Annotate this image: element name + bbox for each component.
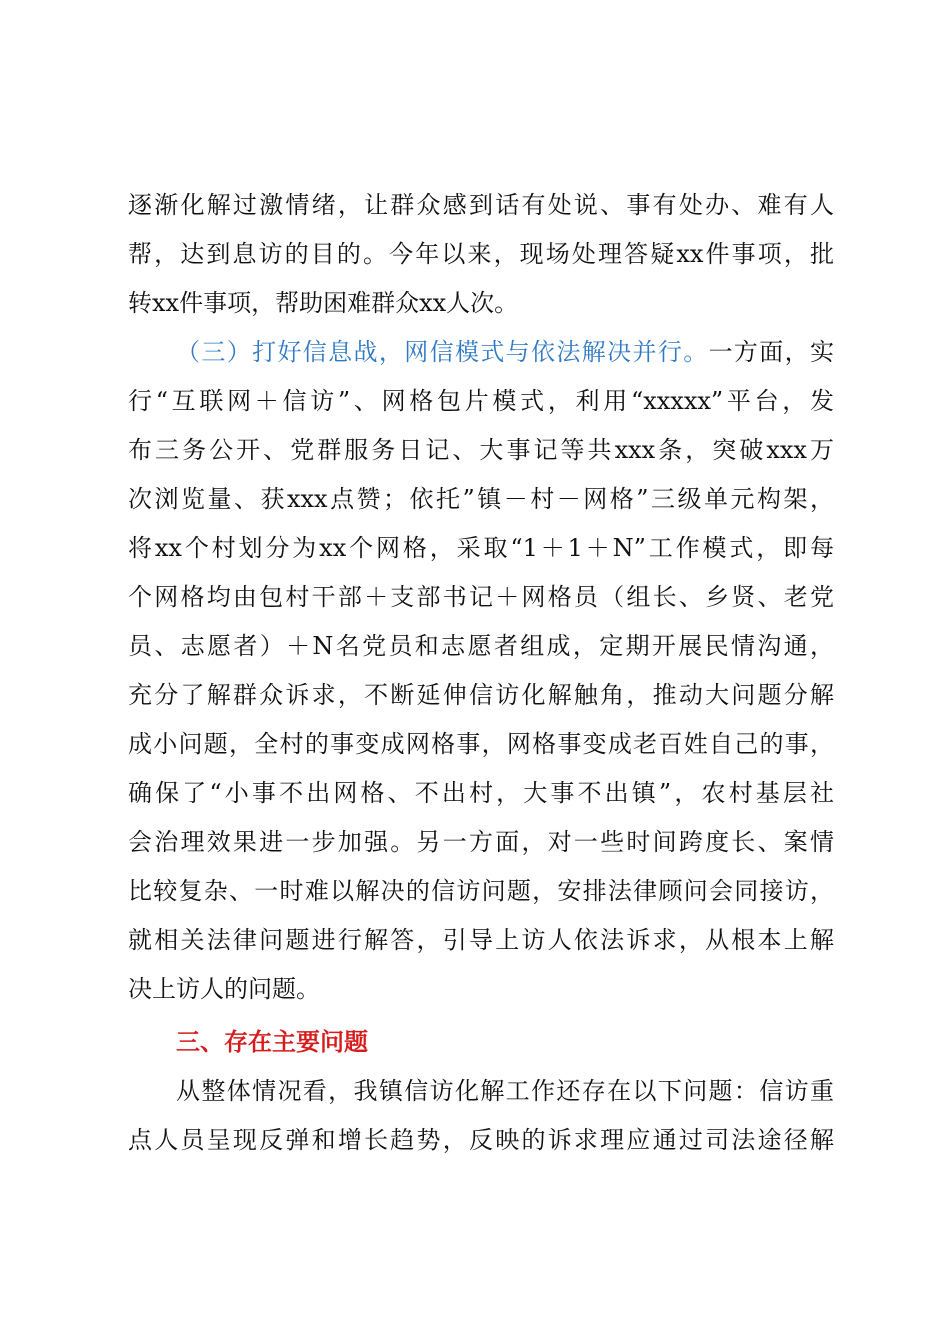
paragraph-continuation <box>128 181 834 328</box>
text-line: 成小问题，全村的事变成网格事，网格事变成老百姓自己的事， <box>128 730 834 758</box>
paragraph-problems <box>128 1067 834 1165</box>
text-line: 充分了解群众诉求，不断延伸信访化解触角，推动大问题分解 <box>128 681 834 709</box>
text-line: 会治理效果进一步加强。另一方面，对一些时间跨度长、案情 <box>128 828 834 856</box>
text-line: 决上访人的问题。 <box>128 975 320 1003</box>
text-line: 员、志愿者）＋N名党员和志愿者组成，定期开展民情沟通， <box>128 632 834 660</box>
text-line: 转xx件事项，帮助困难群众xx人次。 <box>128 289 519 317</box>
text-line: 行“互联网＋信访”、网格包片模式，利用“xxxxx”平台，发 <box>128 387 834 415</box>
document-body <box>128 181 834 1165</box>
text-segment: 一方面，实 <box>708 338 834 366</box>
text-line: 比较复杂、一时难以解决的信访问题，安排法律顾问会同接访， <box>128 877 834 905</box>
text-line: 帮，达到息访的目的。今年以来，现场处理答疑xx件事项，批 <box>128 240 834 268</box>
text-line-with-subheading <box>128 328 834 377</box>
section-heading-main-problems: 三、存在主要问题 <box>176 1028 368 1056</box>
text-line: 将xx个村划分为xx个网格，采取“1＋1＋N”工作模式，即每 <box>128 534 834 562</box>
text-line: 就相关法律问题进行解答，引导上访人依法诉求，从根本上解 <box>128 926 834 954</box>
text-line: 个网格均由包村干部＋支部书记＋网格员（组长、乡贤、老党 <box>128 583 834 611</box>
subheading-three: （三）打好信息战，网信模式与依法解决并行。 <box>176 338 709 366</box>
text-line: 确保了“小事不出网格、不出村，大事不出镇”，农村基层社 <box>128 779 834 807</box>
paragraph-information-strategy <box>128 328 834 1014</box>
text-line: 布三务公开、党群服务日记、大事记等共xxx条，突破xxx万 <box>128 436 834 464</box>
text-line: 逐渐化解过激情绪，让群众感到话有处说、事有处办、难有人 <box>128 191 834 219</box>
text-line: 次浏览量、获xxx点赞；依托”镇－村－网格”三级单元构架， <box>128 485 834 513</box>
text-line: 从整体情况看，我镇信访化解工作还存在以下问题：信访重 <box>176 1077 834 1105</box>
text-line: 点人员呈现反弹和增长趋势，反映的诉求理应通过司法途径解 <box>128 1126 834 1154</box>
